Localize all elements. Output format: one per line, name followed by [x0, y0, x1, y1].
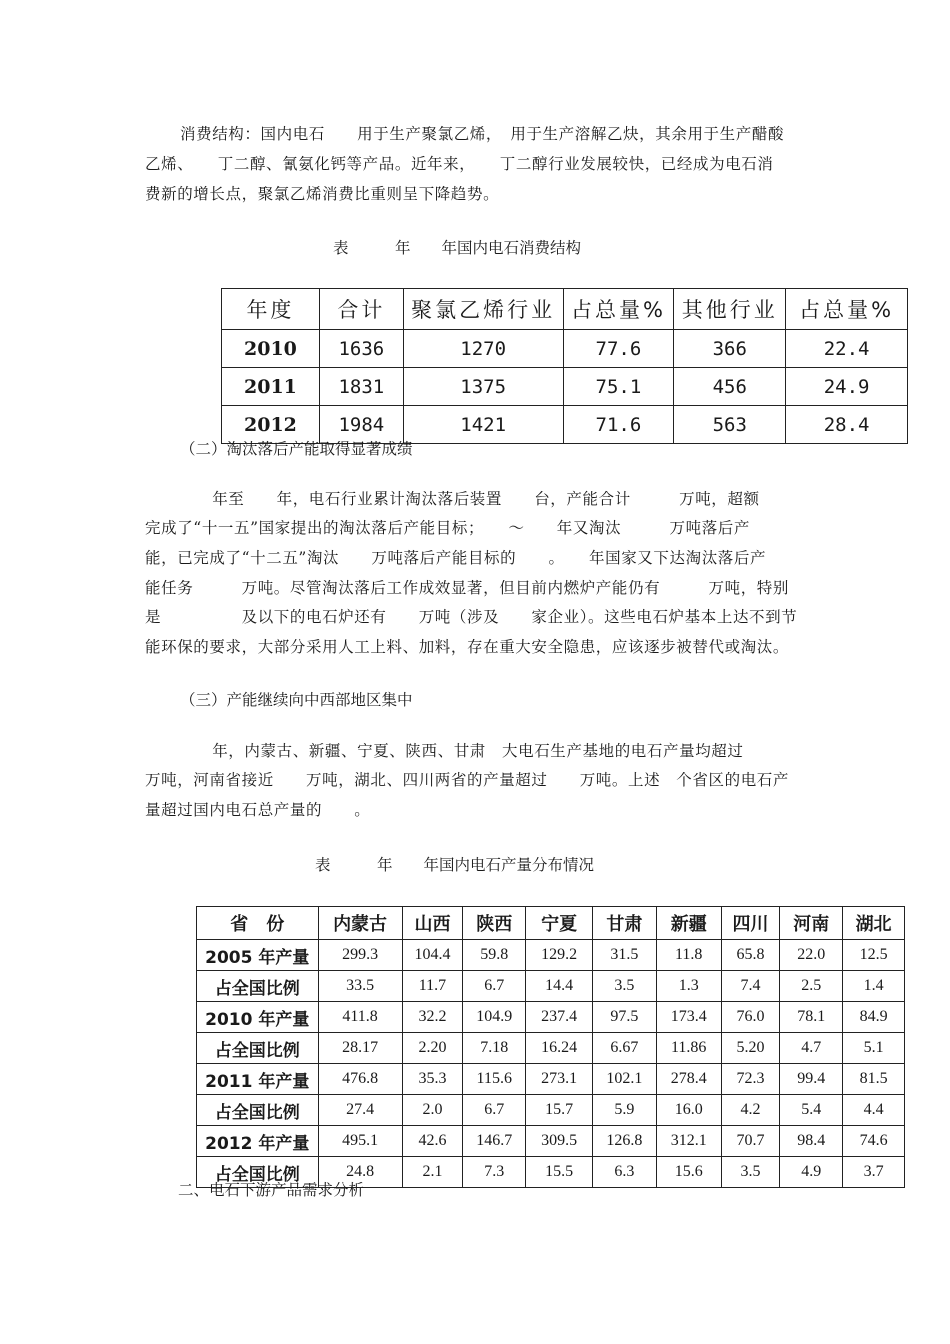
paragraph-line: 乙烯、 丁二醇、氰氨化钙等产品。近年来， 丁二醇行业发展较快，已经成为电石消 [145, 155, 774, 173]
table-row [222, 330, 908, 368]
table-row [197, 971, 905, 1002]
table-cell: 59.8 [463, 940, 526, 971]
table-cell: 4.4 [843, 1095, 905, 1126]
header-cell: 其他行业 [674, 289, 786, 330]
table-cell: 5.20 [721, 1033, 780, 1064]
table-cell: 22.0 [780, 940, 843, 971]
table-cell: 273.1 [526, 1064, 593, 1095]
table-cell: 1.4 [843, 971, 905, 1002]
header-cell: 年度 [222, 289, 320, 330]
header-cell: 河南 [780, 907, 843, 940]
table-cell: 3.5 [721, 1157, 780, 1188]
table-cell: 102.1 [593, 1064, 657, 1095]
table-cell: 16.24 [526, 1033, 593, 1064]
header-cell: 占总量% [786, 289, 908, 330]
paragraph-line: 年至 年，电石行业累计淘汰落后装置 台，产能合计 万吨，超额 [180, 490, 760, 508]
table-cell: 129.2 [526, 940, 593, 971]
table-cell: 1636 [319, 330, 403, 368]
table-cell: 42.6 [402, 1126, 463, 1157]
table-cell: 1375 [403, 368, 563, 406]
table-cell: 5.1 [843, 1033, 905, 1064]
table-cell: 72.3 [721, 1064, 780, 1095]
table-cell: 1421 [403, 406, 563, 444]
table-cell: 4.9 [780, 1157, 843, 1188]
table-header-row [222, 289, 908, 330]
table-cell: 5.9 [593, 1095, 657, 1126]
table-row [197, 1033, 905, 1064]
table2-caption: 表 年 年国内电石产量分布情况 [315, 856, 595, 874]
table-cell: 2010 [222, 330, 320, 368]
table-cell: 16.0 [656, 1095, 721, 1126]
table-cell: 126.8 [593, 1126, 657, 1157]
table-row [197, 1095, 905, 1126]
header-cell: 湖北 [843, 907, 905, 940]
table-cell: 115.6 [463, 1064, 526, 1095]
table-cell: 3.5 [593, 971, 657, 1002]
table-cell: 456 [674, 368, 786, 406]
paragraph-line: 是 及以下的电石炉还有 万吨（涉及 家企业）。这些电石炉基本上达不到节 [145, 608, 798, 626]
header-cell: 四川 [721, 907, 780, 940]
table-cell: 75.1 [563, 368, 674, 406]
header-cell: 合计 [319, 289, 403, 330]
header-cell: 新疆 [656, 907, 721, 940]
table-row [222, 368, 908, 406]
table-cell: 146.7 [463, 1126, 526, 1157]
paragraph-line: 能，已完成了“十二五”淘汰 万吨落后产能目标的 。 年国家又下达淘汰落后产 [145, 549, 767, 567]
section-heading: （二）淘汰落后产能取得显著成绩 [180, 440, 413, 458]
row-header-cell: 2011 年产量 [197, 1064, 319, 1095]
paragraph-line: 万吨，河南省接近 万吨，湖北、四川两省的产量超过 万吨。上述 个省区的电石产 [145, 771, 790, 789]
table-cell: 11.7 [402, 971, 463, 1002]
table-cell: 7.18 [463, 1033, 526, 1064]
table-header-row [197, 907, 905, 940]
section-heading: 二、电石下游产品需求分析 [178, 1181, 365, 1199]
table-cell: 1270 [403, 330, 563, 368]
table-cell: 24.8 [318, 1157, 402, 1188]
table-cell: 84.9 [843, 1002, 905, 1033]
table-cell: 77.6 [563, 330, 674, 368]
section-heading: （三）产能继续向中西部地区集中 [180, 691, 413, 709]
paragraph-line: 完成了“十一五”国家提出的淘汰落后产能目标； ～ 年又淘汰 万吨落后产 [145, 519, 751, 537]
table-cell: 104.9 [463, 1002, 526, 1033]
table-cell: 1.3 [656, 971, 721, 1002]
production-distribution-table [196, 906, 905, 1188]
consumption-structure-table [221, 288, 908, 444]
table-cell: 4.7 [780, 1033, 843, 1064]
table-cell: 6.7 [463, 971, 526, 1002]
header-cell: 内蒙古 [318, 907, 402, 940]
table-cell: 11.86 [656, 1033, 721, 1064]
table-cell: 74.6 [843, 1126, 905, 1157]
table-cell: 5.4 [780, 1095, 843, 1126]
table-cell: 1984 [319, 406, 403, 444]
table-cell: 24.9 [786, 368, 908, 406]
table-cell: 6.3 [593, 1157, 657, 1188]
header-cell: 甘肃 [593, 907, 657, 940]
table-row [197, 1126, 905, 1157]
paragraph-line: 能环保的要求，大部分采用人工上料、加料，存在重大安全隐患，应该逐步被替代或淘汰。 [145, 638, 790, 656]
table-cell: 2012 [222, 406, 320, 444]
table-cell: 15.6 [656, 1157, 721, 1188]
table-cell: 15.5 [526, 1157, 593, 1188]
row-header-cell: 2005 年产量 [197, 940, 319, 971]
row-header-cell: 2012 年产量 [197, 1126, 319, 1157]
table-cell: 78.1 [780, 1002, 843, 1033]
paragraph-line: 费新的增长点，聚氯乙烯消费比重则呈下降趋势。 [145, 185, 500, 203]
table-cell: 2.0 [402, 1095, 463, 1126]
table-cell: 11.8 [656, 940, 721, 971]
row-header-cell: 占全国比例 [197, 971, 319, 1002]
table-cell: 237.4 [526, 1002, 593, 1033]
table-cell: 22.4 [786, 330, 908, 368]
table-cell: 32.2 [402, 1002, 463, 1033]
table-cell: 3.7 [843, 1157, 905, 1188]
table-cell: 97.5 [593, 1002, 657, 1033]
header-cell: 占总量% [563, 289, 674, 330]
row-header-cell: 占全国比例 [197, 1157, 319, 1188]
table-cell: 33.5 [318, 971, 402, 1002]
table-cell: 28.4 [786, 406, 908, 444]
table-cell: 12.5 [843, 940, 905, 971]
header-cell: 宁夏 [526, 907, 593, 940]
table-cell: 563 [674, 406, 786, 444]
table-cell: 309.5 [526, 1126, 593, 1157]
table-cell: 2.5 [780, 971, 843, 1002]
row-header-cell: 2010 年产量 [197, 1002, 319, 1033]
table-cell: 278.4 [656, 1064, 721, 1095]
table-cell: 35.3 [402, 1064, 463, 1095]
table-cell: 4.2 [721, 1095, 780, 1126]
table-cell: 366 [674, 330, 786, 368]
header-cell: 山西 [402, 907, 463, 940]
table-cell: 14.4 [526, 971, 593, 1002]
paragraph-line: 年，内蒙古、新疆、宁夏、陕西、甘肃 大电石生产基地的电石产量均超过 [180, 742, 744, 760]
table-cell: 6.7 [463, 1095, 526, 1126]
table-cell: 2.1 [402, 1157, 463, 1188]
table-row [197, 940, 905, 971]
table-row [197, 1002, 905, 1033]
header-cell: 聚氯乙烯行业 [403, 289, 563, 330]
header-cell: 省 份 [197, 907, 319, 940]
table1-caption: 表 年 年国内电石消费结构 [333, 239, 582, 257]
table-cell: 299.3 [318, 940, 402, 971]
table-cell: 15.7 [526, 1095, 593, 1126]
table-cell: 99.4 [780, 1064, 843, 1095]
table-cell: 31.5 [593, 940, 657, 971]
table-cell: 104.4 [402, 940, 463, 971]
table-cell: 28.17 [318, 1033, 402, 1064]
table-cell: 7.4 [721, 971, 780, 1002]
table-cell: 27.4 [318, 1095, 402, 1126]
table-cell: 81.5 [843, 1064, 905, 1095]
header-cell: 陕西 [463, 907, 526, 940]
table-cell: 495.1 [318, 1126, 402, 1157]
paragraph-line: 消费结构：国内电石 用于生产聚氯乙烯， 用于生产溶解乙炔，其余用于生产醋酸 [180, 125, 785, 143]
table-cell: 71.6 [563, 406, 674, 444]
paragraph-line: 量超过国内电石总产量的 。 [145, 801, 371, 819]
table-cell: 7.3 [463, 1157, 526, 1188]
table-cell: 312.1 [656, 1126, 721, 1157]
table-cell: 65.8 [721, 940, 780, 971]
table-cell: 411.8 [318, 1002, 402, 1033]
table-cell: 2.20 [402, 1033, 463, 1064]
table-cell: 173.4 [656, 1002, 721, 1033]
table-cell: 476.8 [318, 1064, 402, 1095]
paragraph-line: 能任务 万吨。尽管淘汰落后工作成效显著，但目前内燃炉产能仍有 万吨，特别 [145, 579, 790, 597]
table-cell: 6.67 [593, 1033, 657, 1064]
row-header-cell: 占全国比例 [197, 1033, 319, 1064]
table-cell: 98.4 [780, 1126, 843, 1157]
table-cell: 76.0 [721, 1002, 780, 1033]
row-header-cell: 占全国比例 [197, 1095, 319, 1126]
table-cell: 1831 [319, 368, 403, 406]
table-cell: 70.7 [721, 1126, 780, 1157]
table-cell: 2011 [222, 368, 320, 406]
table-row [197, 1064, 905, 1095]
